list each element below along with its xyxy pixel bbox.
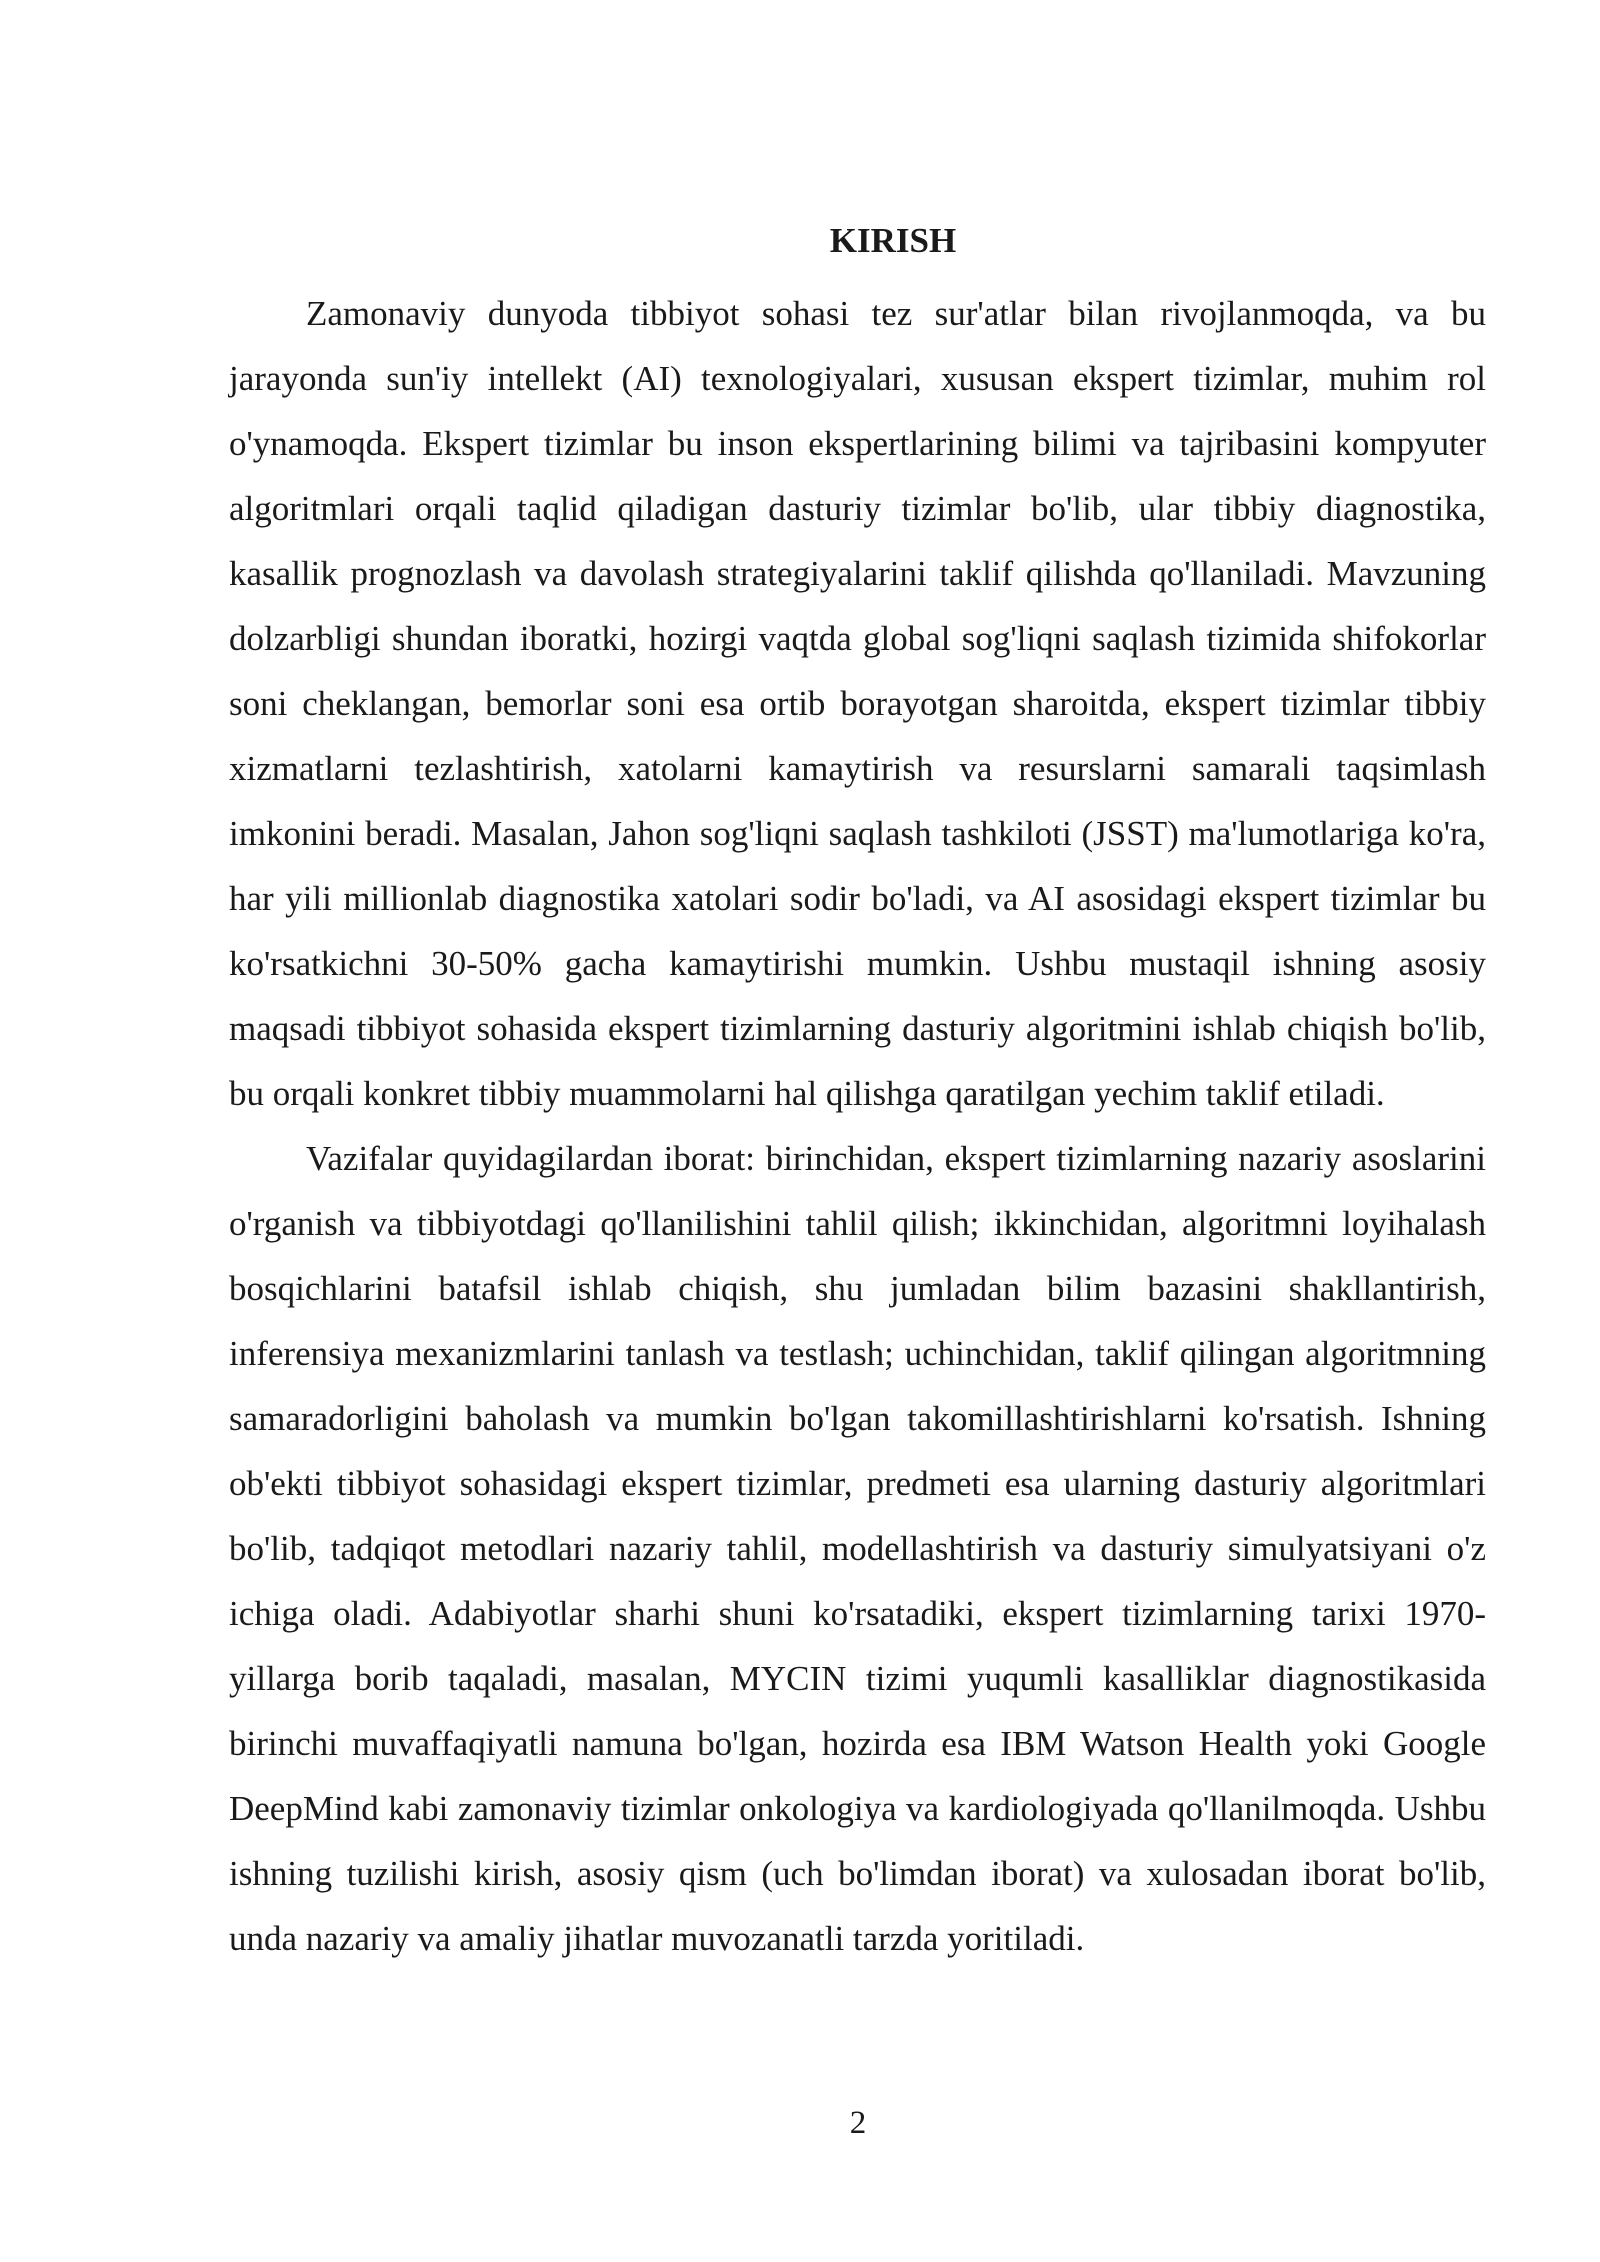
paragraph-intro: Zamonaviy dunyoda tibbiyot sohasi tez sur'atlar bilan rivojlanmoqda, va bu jarayonda sun'iy intellekt (AI) texnologiyalari, xususan ekspert tizimlar, muhim rol o'ynamoqda. Ekspert tizimlar bu inson ekspertlarining bilimi va tajribasini kompyuter algoritmlari orqali taqlid qiladigan dasturiy tizimlar bo'lib, ular tibbiy diagnostika, kasallik prognozlash va davolash strategiyalarini taklif qilishda qo'llaniladi. Mavzuning dolzarbligi shundan iboratki, hozirgi vaqtda global sog'liqni saqlash tizimida shifokorlar soni cheklangan, bemorlar soni esa ortib borayotgan sharoitda, ekspert tizimlar tibbiy xizmatlarni tezlashtirish, xatolarni kamaytirish va resurslarni samarali taqsimlash imkonini beradi. Masalan, Jahon sog'liqni saqlash tashkiloti (JSST) ma'lumotlariga ko'ra, har yili millionlab diagnostika xatolari sodir bo'ladi, va AI asosidagi ekspert tizimlar bu ko'rsatkichni 30-50% gacha kamaytirishi mumkin. Ushbu mustaqil ishning asosiy maqsadi tibbiyot sohasida ekspert tizimlarning dasturiy algoritmini ishlab chiqish bo'lib, bu orqali konkret tibbiy muammolarni hal qilishga qaratilgan yechim taklif etiladi. bbox=[229, 294, 1486, 1113]
page-number: 2 bbox=[849, 2105, 867, 2141]
section-heading: KIRISH bbox=[829, 221, 957, 260]
paragraph-tasks: Vazifalar quyidagilardan iborat: birinchidan, ekspert tizimlarning nazariy asoslarini o'rganish va tibbiyotdagi qo'llanilishini tahlil qilish; ikkinchidan, algoritmni loyihalash bosqichlarini batafsil ishlab chiqish, shu jumladan bilim bazasini shakllantirish, inferensiya mexanizmlarini tanlash va testlash; uchinchidan, taklif qilingan algoritmning samaradorligini baholash va mumkin bo'lgan takomillashtirishlarni ko'rsatish. Ishning ob'ekti tibbiyot sohasidagi ekspert tizimlar, predmeti esa ularning dasturiy algoritmlari bo'lib, tadqiqot metodlari nazariy tahlil, modellashtirish va dasturiy simulyatsiyani o'z ichiga oladi. Adabiyotlar sharhi shuni ko'rsatadiki, ekspert tizimlarning tarixi 1970-yillarga borib taqaladi, masalan, MYCIN tizimi yuqumli kasalliklar diagnostikasida birinchi muvaffaqiyatli namuna bo'lgan, hozirda esa IBM Watson Health yoki Google DeepMind kabi zamonaviy tizimlar onkologiya va kardiologiyada qo'llanilmoqda. Ushbu ishning tuzilishi kirish, asosiy qism (uch bo'limdan iborat) va xulosadan iborat bo'lib, unda nazariy va amaliy jihatlar muvozanatli tarzda yoritiladi. bbox=[229, 1139, 1486, 1958]
body-text bbox=[229, 281, 1486, 1971]
